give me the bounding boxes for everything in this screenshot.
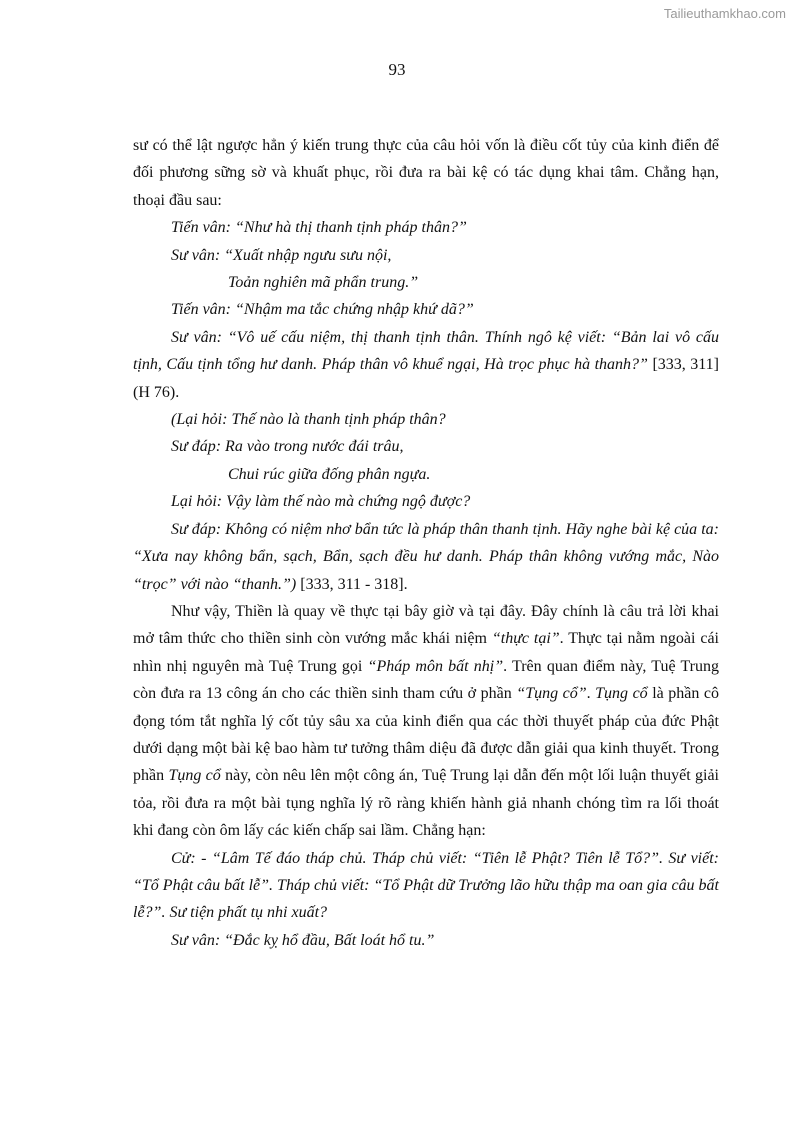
dialog-hv-answer-1-line-2: Toản nghiên mã phẩn trung.” [228,274,419,292]
term-tung-co-quoted: “Tụng cổ” [516,685,587,703]
text-run: này, còn nêu lên một công án, Tuệ Trung lại dẫn đến một lối luận thuyết giải tỏa, rồi đưa ra một bài tụng nghĩa lý rõ ràng khiến hành giả nhanh chóng tìm ra lối thoát khi đang còn ôm lấy các kiến chấp sai lầm. Chẳng hạn: [133,767,720,840]
dialog-vn-answer-2 [133,516,719,598]
dialog-hv-question-1: Tiến vân: “Như hà thị thanh tịnh pháp thân?” [171,219,467,237]
term-tung-co: Tụng cổ [595,685,648,703]
intro-paragraph: sư có thể lật ngược hẳn ý kiến trung thực của câu hỏi vốn là điều cốt tủy của kinh điển để đối phương sững sờ và khuất phục, rồi đưa ra bài kệ có tác dụng khai tâm. Chẳng hạn, thoại đầu sau: [133,137,719,209]
dialog-vn-question-1: (Lại hỏi: Thế nào là thanh tịnh pháp thân? [171,411,446,429]
dialog-vn-answer-1-line-2: Chui rúc giữa đống phân ngựa. [228,465,431,483]
dialog-vn-answer-1-line-1: Sư đáp: Ra vào trong nước đái trâu, [171,438,404,456]
koan-reply: Sư vân: “Đắc kỵ hổ đầu, Bất loát hổ tu.” [171,931,435,949]
text-run: . [586,685,596,703]
dialog-vn-question-2: Lại hỏi: Vậy làm thế nào mà chứng ngộ được? [171,493,471,511]
text-run: . Thực tại nằm ngoài cái nhìn nhị nguyên mà Tuệ Trung gọi [133,630,719,675]
term-phap-mon-bat-nhi: “Pháp môn bất nhị” [367,657,504,675]
dialog-hv-question-2: Tiến vân: “Nhậm ma tắc chứng nhập khứ dã?” [171,301,474,319]
dialog-hv-answer-1-line-1: Sư vân: “Xuất nhập ngưu sưu nội, [171,246,392,264]
page-body [133,132,719,954]
text-run: . Trên quan điểm này, Tuệ Trung còn đưa ra 13 công án cho các thiền sinh tham cứu ở phần [133,657,720,703]
dialog-vn-answer-2-citation: [333, 311 - 318]. [296,575,408,593]
text-run: Như vậy, Thiền là quay về thực tại bây giờ và tại đây. Đây chính là câu trả lời khai mở tâm thức cho thiền sinh còn vướng mắc khái niệm [133,602,719,648]
term-thuc-tai: “thực tại” [491,630,560,648]
dialog-hv-answer-2-text: Sư vân: “Vô uế cấu niệm, thị thanh tịnh thân. Thính ngô kệ viết: “Bản lai vô cấu tịnh, Cấu tịnh tổng hư danh. Pháp thân vô khuể ngại, Hà trọc phục hà thanh?” [133,328,719,374]
main-paragraph [133,598,719,845]
watermark: Tailieuthamkhao.com [663,6,786,21]
dialog-hv-answer-2 [133,324,719,406]
page-number: 93 [388,60,406,79]
koan-citation: Cử: - “Lâm Tế đáo tháp chủ. Tháp chủ viết: “Tiên lễ Phật? Tiên lễ Tổ?”. Sư viết: “Tổ Phật câu bất lễ”. Tháp chủ viết: “Tổ Phật dữ Trưởng lão hữu thập ma oan gia câu bất lễ?”. Sư tiện phất tụ nhi xuất? [133,849,719,922]
text-run: là phần cô đọng tóm tắt nghĩa lý cốt tủy sâu xa của kinh điển qua các thời thuyết pháp của đức Phật dưới dạng một bài kệ bao hàm tư tưởng thâm diệu đã được dẫn giải qua kinh thuyết. Trong phần [133,685,720,785]
dialog-vn-answer-2-text: Sư đáp: Không có niệm nhơ bẩn tức là pháp thân thanh tịnh. Hãy nghe bài kệ của ta: “Xưa nay không bẩn, sạch, Bẩn, sạch đều hư danh. Pháp thân không vướng mắc, Nào “trọc” với nào “thanh.”) [133,520,719,593]
term-tung-co: Tụng cổ [168,767,221,785]
dialog-hv-answer-2-citation: [333, 311] (H 76). [133,356,720,401]
